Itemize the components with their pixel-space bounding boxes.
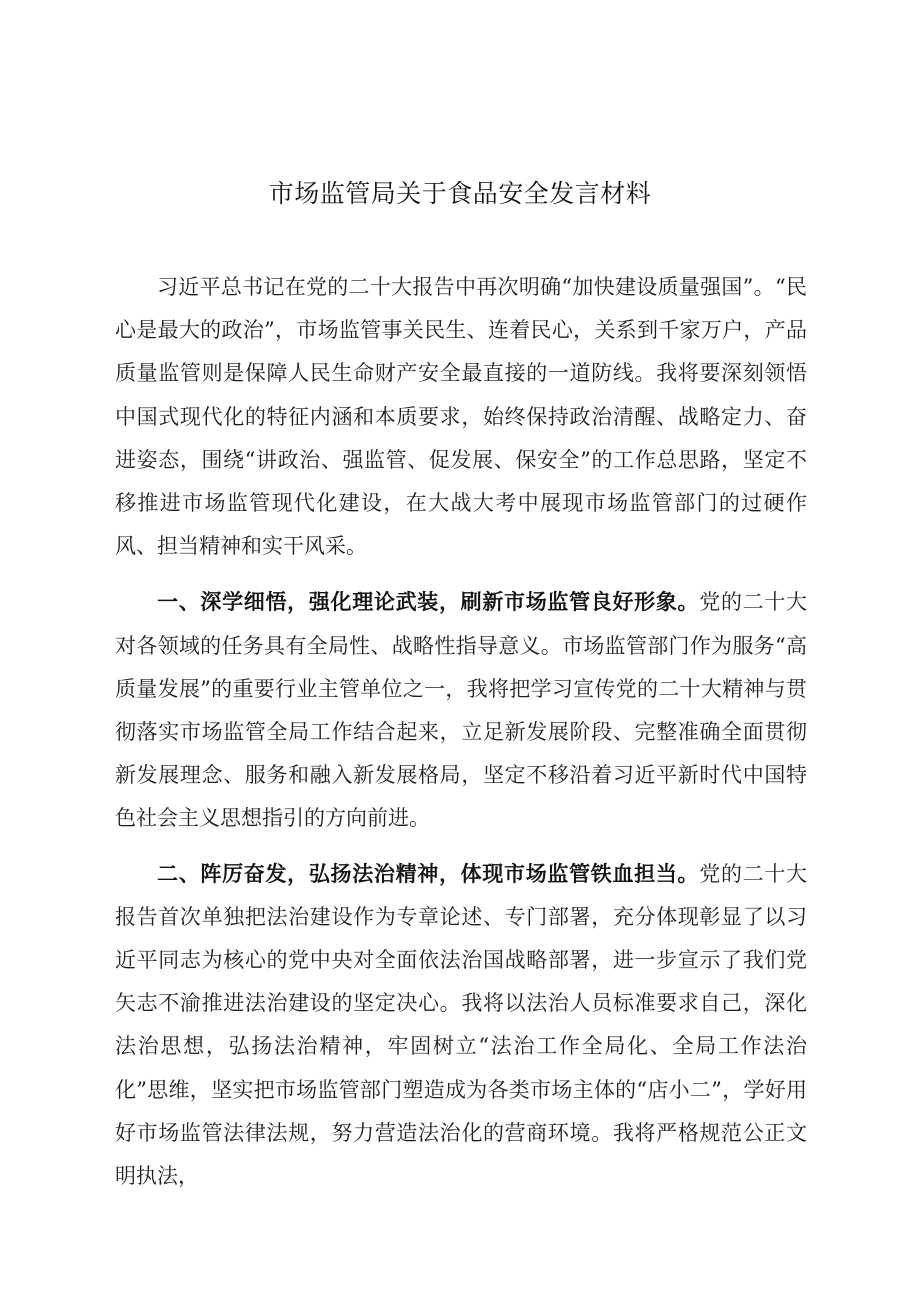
document-title: 市场监管局关于食品安全发言材料 [268, 179, 652, 208]
paragraph-intro [115, 266, 807, 568]
paragraph-text: 党的二十大对各领域的任务具有全局性、战略性指导意义。市场监管部门作为服务“高质量发展”的重要行业主管单位之一，我将把学习宣传党的二十大精神与贯彻落实市场监管全局工作结合起来，立足新发展阶段、完整准确全面贯彻新发展理念、服务和融入新发展格局，坚定不移沿着习近平新时代中国特色社会主义思想指引的方向前进。 [115, 590, 808, 831]
paragraph-text: 习近平总书记在党的二十大报告中再次明确“加快建设质量强国”。“民心是最大的政治”，市场监管事关民生、连着民心，关系到千家万户，产品质量监管则是保障人民生命财产安全最直接的一道防线。我将要深刻领悟中国式现代化的特征内涵和本质要求，始终保持政治清醒、战略定力、奋进姿态，围绕“讲政治、强监管、促发展、保安全”的工作总思路，坚定不移推进市场监管现代化建设，在大战大考中展现市场监管部门的过硬作风、担当精神和实干风采。 [115, 275, 807, 559]
paragraph-section-1 [115, 581, 807, 840]
paragraph-section-2 [115, 853, 807, 1199]
paragraph-text: 党的二十大报告首次单独把法治建设作为专章论述、专门部署，充分体现彰显了以习近平同志为核心的党中央对全面依法治国战略部署，进一步宣示了我们党矢志不渝推进法治建设的坚定决心。我将以法治人员标准要求自己，深化法治思想，弘扬法治精神，牢固树立“法治工作全局化、全局工作法治化”思维，坚实把市场监管部门塑造成为各类市场主体的“店小二”，学好用好市场监管法律法规，努力营造法治化的营商环境。我将严格规范公正文明执法， [115, 861, 808, 1189]
section-2-heading: 二、阵厉奋发，弘扬法治精神，体现市场监管铁血担当。 [157, 861, 700, 886]
document-body [115, 266, 807, 1211]
section-1-heading: 一、深学细悟，强化理论武装，刷新市场监管良好形象。 [157, 590, 700, 615]
